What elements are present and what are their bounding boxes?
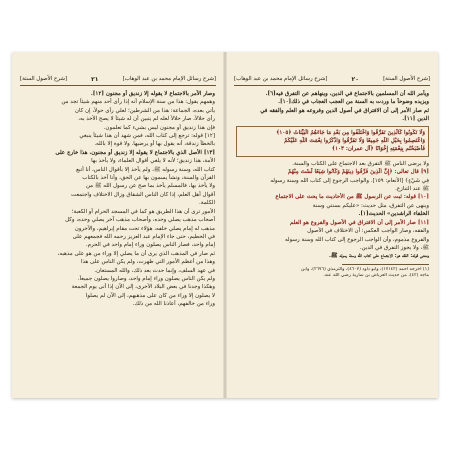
left-page-body	[22, 90, 215, 386]
footnotes	[236, 267, 429, 280]
text-line: فِي شَيْءٍ﴾ [الأنعام: ١٥٩]. والواجب الرجوع إلى كتاب الله وسنة رسوله	[270, 177, 429, 184]
right-commentary	[236, 160, 429, 261]
right-header-title: [شرح الأصول الستة]	[383, 76, 430, 82]
verse-line: وَلَا تَكُونُوا كَالَّذِينَ تَفَرَّقُوا وَاخْتَلَفُوا مِن بَعْدِ مَا جَاءَهُمُ الْبَيِّنَاتُ ﴿١٠٥﴾	[276, 129, 425, 136]
text-line: رأى حلالاً، صار حلالاً لعله لم يتبين أن له شيئاً لا يصح الأخذ به،	[78, 116, 215, 123]
text-line: ومعنى قوله: الفقه هو: الاجتماع على كتاب الله وسنة رسوله ﷺ.	[329, 253, 429, 260]
text-line: [١١] صار الأمر إلى أن الافتراق في الأصول والفروع هو العلم	[289, 219, 429, 226]
left-section-title: [شرح الأصول الستة]	[20, 76, 67, 82]
text-line: والفقه، وصار الواجب العكس: أن الاختلاف في الأصول	[307, 228, 429, 235]
text-line: ولا يرضى الناس ﷺ التفرق بعد الاجتماع على الكتاب والسنة.	[292, 160, 429, 167]
text-line: ثم صار في المذهب الذي يرى أن ما يصلي إلا وراء من هو على مذهبه،	[57, 250, 215, 257]
footnote-line: (١) أخرجه أحمد (١٧١٤٢)، وأبو داود (٤٦٠٧)، والترمذي (٢٦٧٦)، وابن	[301, 266, 429, 272]
right-page-body	[236, 90, 429, 386]
text-line: مذهب له إمام يصلي خلفه، هؤلاء تحت مقام إبراهيم، والآخرون	[74, 225, 215, 232]
text-line: الخلفاء الراشدين» الحديث[١].	[358, 211, 429, 218]
text-line: وهذا من أعظم الأمور التي ظهرت، ولم يكن الناس على هذا	[80, 259, 215, 266]
right-section-title: [شرح رسائل الإمام محمد بن عبد الوهاب]	[234, 76, 328, 82]
text-line: وهكذا وجدنا في بعض البلاد الأخرى، إلى الآن إذا أتى يوم الجمعة	[71, 284, 215, 291]
left-header-rule	[20, 85, 216, 86]
text-line: بالخطأ زندقة، أنه يقول بها أو يرضيها. ولا قوة إلا بالله.	[94, 141, 215, 148]
text-line: [١٠] قوله: ثبت عن الرسول ﷺ من الأحاديث ما يحث على الاجتماع	[275, 194, 429, 201]
text-line: ولا يأخذ بها، فالمسلم يأخذ بما صح عن رسول الله ﷺ من	[85, 183, 215, 190]
intro-line: ويأمر الله أن المسلمين بالاجتماع في الدين، وينهاهم عن التفرق فيه[٦].	[265, 91, 429, 97]
text-line: ﷺ عند التنازع.	[395, 186, 429, 193]
verse-line: وَاعْتَصِمُوا بِحَبْلِ اللَّهِ جَمِيعًا وَلَا تَفَرَّقُوا وَاذْكُرُوا نِعْمَتَ اللَّهِ عَلَيْكُمْ	[284, 138, 425, 145]
intro-line: ثم صار الأمر إلى أن الافتراق في أصول الدين وفروعه هو العلم والفقه في	[260, 107, 429, 114]
text-line: [١٣] الأصل الذي بالاجتماع لا يقوله إلا زنديق أو مجنون، هذا خارج على	[55, 149, 215, 156]
text-line: كتاب الله، وسنة رسوله ﷺ، ولم يأخذ إلا بأقوال الناس، أنا أتبع	[76, 166, 215, 173]
right-page	[226, 52, 438, 398]
text-line: وهمهم يقول: هذا من سنة الإسلام أنه إذا رأى أحد منهم شيئاً تجد من	[61, 99, 215, 106]
text-line: [٩] قال تعالى: ﴿إِنَّ الَّذِينَ فَرَّقُوا دِينَهُمْ وَكَانُوا شِيَعًا لَّسْتَ مِنْهُمْ	[287, 169, 429, 176]
text-line: ولم يكن الناس يصلون وراء إمام واحد، وصاروا يصلون جميعاً.	[77, 275, 215, 282]
text-line: في الحطيم، حتى جاء الإمام عبد العزيز رحمه الله فجمعهم على	[72, 233, 215, 240]
text-line: [١٢] قوله: ترجع إلى كتاب الله، فمن شهد أن هذا شيئاً ينبغي	[79, 133, 215, 140]
text-line: لا يصلون إلا وراء من كان على مذهبهم، إلى الآن لم يصلوا	[85, 292, 215, 299]
text-line: في عهد السلف، وإنما حدث بعد ذلك، والله المستعان.	[94, 267, 215, 274]
text-line: إمام واحد، فصار الناس يصلون وراء إمام واحد في الحرم.	[85, 242, 215, 249]
text-line: فإن هذا زنديق أو مجنون ليس بشيء كما تعلمون.	[103, 124, 215, 131]
left-header-title: [شرح رسائل الإمام محمد بن عبد الوهاب]	[122, 76, 216, 82]
right-intro-text	[236, 90, 429, 124]
text-line: الأمة، هذا زنديق؛ لأنه لا يلغي أقوال العلماء، ولا يأخذ بها	[91, 158, 215, 165]
text-line: وراء من خالفهم، أعاذنا الله من ذلك.	[132, 301, 215, 308]
footnote-rule	[342, 264, 429, 265]
text-line: الكلمة.	[199, 200, 215, 207]
intro-line: ويزيده وضوحاً ما وردت به السنة من العجب العجاب في ذلك[١٠].	[278, 99, 429, 106]
left-page-number: ٢١	[91, 75, 99, 83]
footnote-line: ماجه (٤٢)، من حديث العرباض بن سارية رضي الله عنه.	[323, 273, 429, 279]
text-line: وينهى عن التفرق، مثل حديث: «عليكم بسنتي وسنة	[312, 202, 429, 209]
left-page-header	[20, 74, 216, 84]
text-line: أصحاب مذهب يصلي وحده، وأصحاب مذهب آخر يصلي وحده، وكل	[65, 217, 215, 224]
text-line: الأمور ترى أن هذا الطريق هو كما في المسجد الحرام أو الكعبة؛	[71, 208, 215, 215]
text-line: وصار الأمر بالاجتماع لا يقوله إلا زنديق أو مجنون [١٢].	[90, 91, 215, 97]
text-line: والفروع مذموم، وأن الواجب الرجوع إلى كتاب الله وسنة رسوله	[284, 236, 429, 243]
book-spread	[12, 52, 438, 398]
right-page-number: ٢٠	[351, 75, 359, 83]
right-header-rule	[234, 85, 430, 86]
text-line: ﷺ، ولا يجوز التفرق في الدين.	[359, 244, 429, 251]
text-line: أقوال أهل العلم، إذا كان الناس الشقاق وزال الاختلاف واجتمعت	[71, 191, 215, 198]
intro-line: الدين [١١].	[402, 116, 429, 123]
right-page-header	[234, 74, 430, 84]
left-page	[12, 52, 224, 398]
quran-verse-box	[236, 126, 429, 157]
text-line: يأتي بعده، الجماعة: هذا من الشرطين؛ لعلي رأى حولاً، إن كان	[74, 107, 215, 114]
verse-line: فَأَصْبَحْتُم بِنِعْمَتِهِ إِخْوَانًا ﴿آل عمران: ١٠٣﴾	[331, 146, 425, 153]
text-line: القرآن والسنة، ونشأ يسمون بها عن الحق، وأنا آخذ بالكتاب	[82, 175, 215, 182]
